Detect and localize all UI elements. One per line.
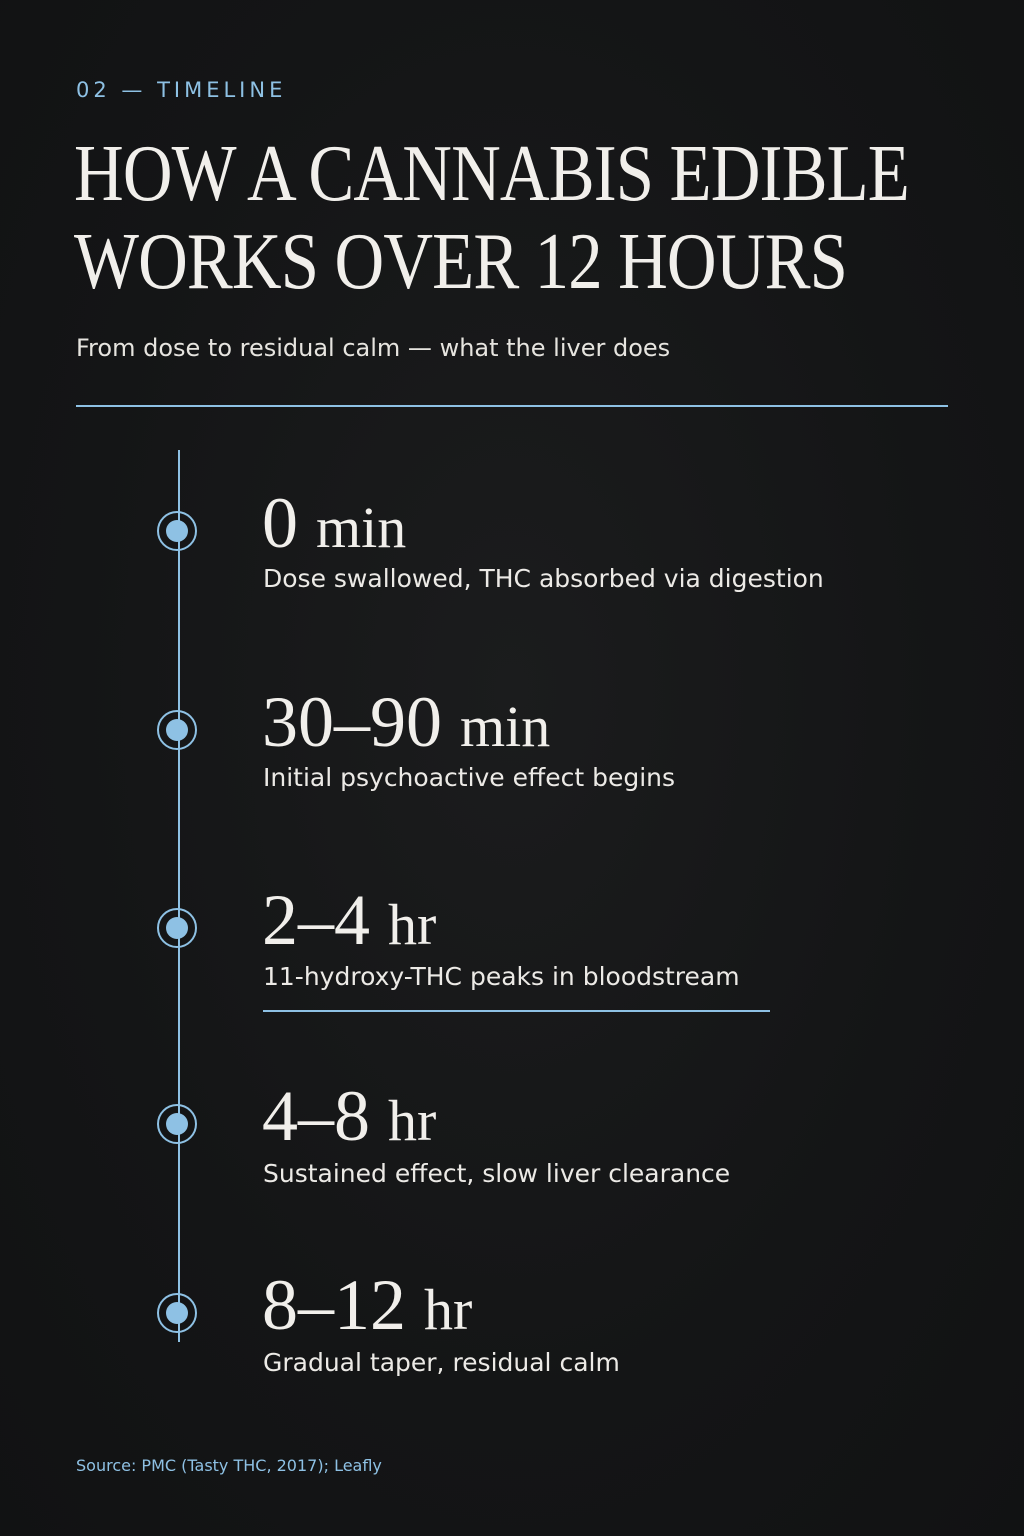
event-time-unit: min xyxy=(460,694,551,759)
event-time xyxy=(262,483,406,568)
event-time-value: 0 xyxy=(262,483,298,563)
timeline-marker-icon xyxy=(157,1293,197,1333)
event-time-value: 30–90 xyxy=(262,682,442,762)
event-time-unit: min xyxy=(316,495,407,560)
timeline-marker-icon xyxy=(157,710,197,750)
event-description: 11-hydroxy-THC peaks in bloodstream xyxy=(263,962,740,991)
subtitle: From dose to residual calm — what the liver does xyxy=(76,334,671,362)
event-time-unit: hr xyxy=(424,1277,473,1342)
timeline-marker-icon xyxy=(157,511,197,551)
event-time-unit: hr xyxy=(388,1088,437,1153)
event-time xyxy=(262,682,550,767)
header-divider xyxy=(76,405,948,407)
event-time-unit: hr xyxy=(388,892,437,957)
event-time-value: 8–12 xyxy=(262,1265,406,1345)
event-time-value: 2–4 xyxy=(262,880,370,960)
event-time xyxy=(262,880,436,965)
event-description: Gradual taper, residual calm xyxy=(263,1348,620,1377)
timeline-marker-icon xyxy=(157,908,197,948)
title-line-2: WORKS OVER 12 HOURS xyxy=(74,218,848,306)
timeline-axis-line xyxy=(178,450,180,1342)
page-title xyxy=(74,130,909,306)
title-line-1: HOW A CANNABIS EDIBLE xyxy=(74,130,909,218)
event-time xyxy=(262,1265,472,1350)
event-time xyxy=(262,1076,436,1161)
event-description: Dose swallowed, THC absorbed via digestion xyxy=(263,564,824,593)
event-description: Sustained effect, slow liver clearance xyxy=(263,1159,731,1188)
source-citation: Source: PMC (Tasty THC, 2017); Leafly xyxy=(76,1456,382,1475)
timeline-marker-icon xyxy=(157,1104,197,1144)
event-time-value: 4–8 xyxy=(262,1076,370,1156)
eyebrow-label: 02 — TIMELINE xyxy=(76,78,287,102)
event-description: Initial psychoactive effect begins xyxy=(263,763,676,792)
highlight-underline xyxy=(263,1010,770,1012)
